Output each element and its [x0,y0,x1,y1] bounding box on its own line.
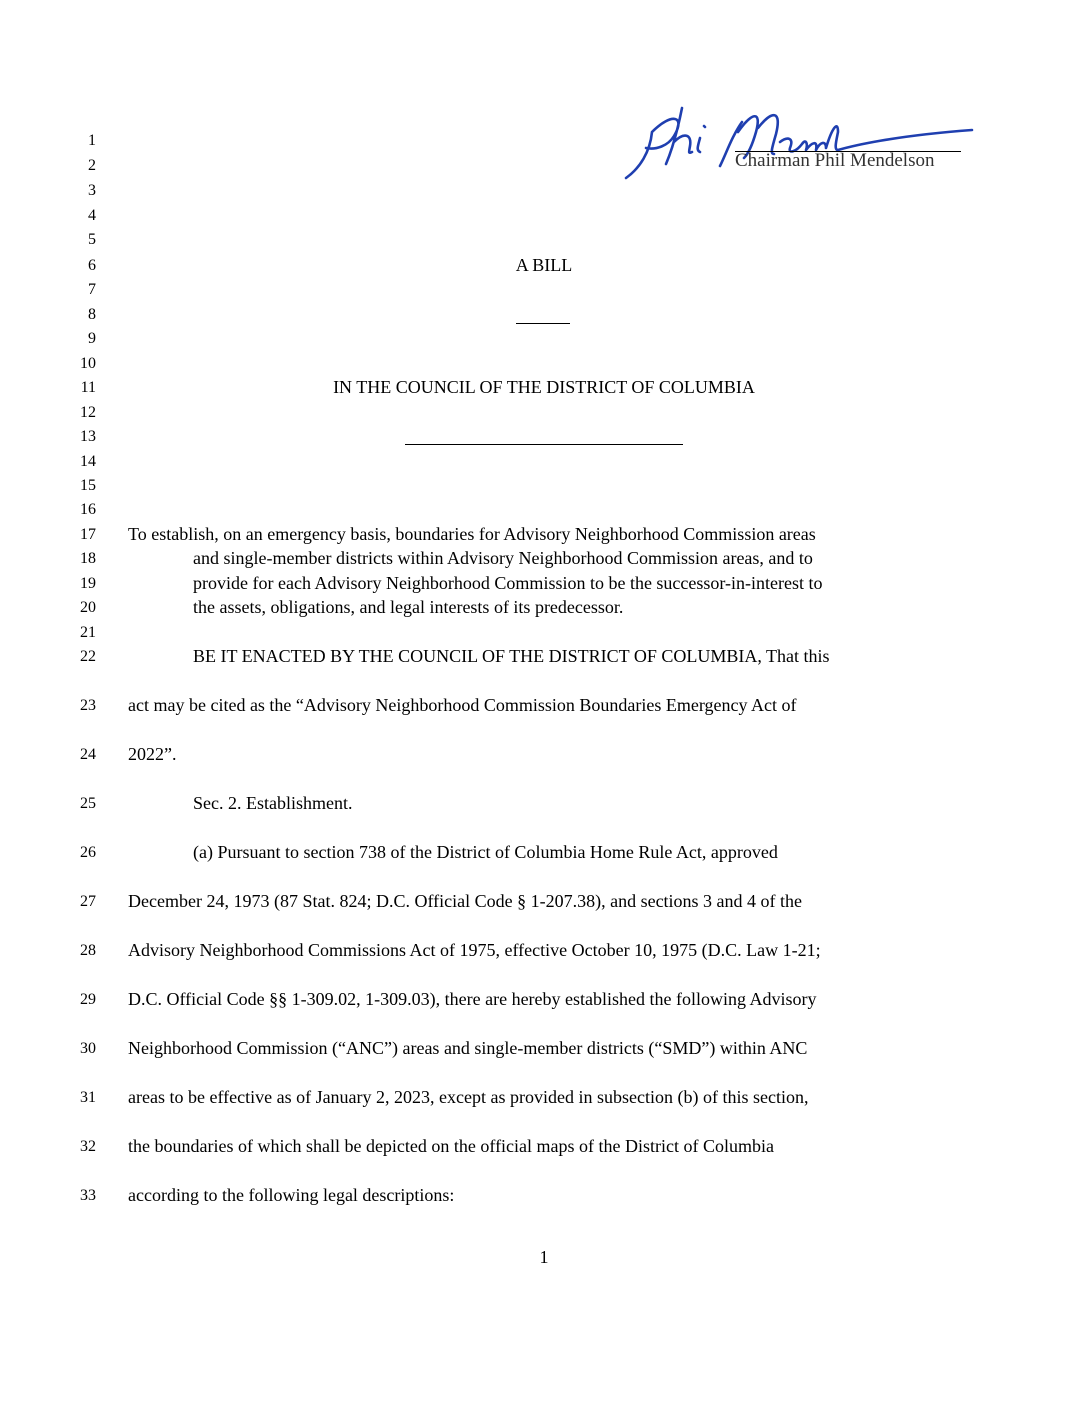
line-number: 19 [80,575,96,592]
council-heading: IN THE COUNCIL OF THE DISTRICT OF COLUMBIA [333,377,755,397]
title-line: the assets, obligations, and legal interests of its predecessor. [193,597,624,617]
line-number: 31 [80,1089,96,1106]
line-number: 6 [88,257,96,274]
section-line: according to the following legal descriptions: [128,1185,455,1205]
section-line: (a) Pursuant to section 738 of the District of Columbia Home Rule Act, approved [193,842,778,862]
line-number: 18 [80,550,96,567]
section-line: Advisory Neighborhood Commissions Act of 1975, effective October 10, 1975 (D.C. Law 1-21; [128,940,821,960]
line-number: 22 [80,648,96,665]
line-number: 5 [88,231,96,248]
line-number: 21 [80,624,96,641]
line-number: 25 [80,795,96,812]
line-number: 9 [88,330,96,347]
section-line: Neighborhood Commission (“ANC”) areas and single-member districts (“SMD”) within ANC [128,1038,808,1058]
section-line: areas to be effective as of January 2, 2023, except as provided in subsection (b) of this section, [128,1087,809,1107]
enacting-clause-line: BE IT ENACTED BY THE COUNCIL OF THE DISTRICT OF COLUMBIA, That this [193,646,830,666]
enacting-clause-line: act may be cited as the “Advisory Neighborhood Commission Boundaries Emergency Act of [128,695,797,715]
bill-number-blank [516,323,570,324]
section-line: D.C. Official Code §§ 1-309.02, 1-309.03), there are hereby established the following Advisory [128,989,817,1009]
line-number: 7 [88,281,96,298]
section-line: December 24, 1973 (87 Stat. 824; D.C. Official Code § 1-207.38), and sections 3 and 4 of the [128,891,803,911]
line-number: 13 [80,428,96,445]
line-number: 29 [80,991,96,1008]
line-number: 3 [88,182,96,199]
line-number: 26 [80,844,96,861]
line-number: 8 [88,306,96,323]
title-line: provide for each Advisory Neighborhood Commission to be the successor-in-interest to [193,573,823,593]
line-number: 30 [80,1040,96,1057]
title-line: and single-member districts within Advisory Neighborhood Commission areas, and to [193,548,813,568]
line-number: 32 [80,1138,96,1155]
line-number: 2 [88,157,96,174]
title-blank [405,444,683,445]
line-number: 27 [80,893,96,910]
enacting-clause-line: 2022”. [128,744,177,764]
line-number: 17 [80,526,96,543]
line-number: 28 [80,942,96,959]
page-number: 1 [539,1247,549,1267]
line-number: 20 [80,599,96,616]
section-line: the boundaries of which shall be depicted on the official maps of the District of Columbia [128,1136,775,1156]
title-line: To establish, on an emergency basis, boundaries for Advisory Neighborhood Commission areas [128,524,816,544]
line-number: 16 [80,501,96,518]
section-heading: Sec. 2. Establishment. [193,793,353,813]
line-number: 14 [80,453,96,470]
line-number: 33 [80,1187,96,1204]
line-number: 4 [88,207,96,224]
line-number: 11 [80,379,96,396]
bill-heading: A BILL [515,255,573,275]
line-number: 24 [80,746,96,763]
line-number: 1 [88,132,96,149]
signer-name: Chairman Phil Mendelson [735,150,935,171]
line-number: 12 [80,404,96,421]
line-number: 10 [80,355,96,372]
line-number: 23 [80,697,96,714]
line-number: 15 [80,477,96,494]
